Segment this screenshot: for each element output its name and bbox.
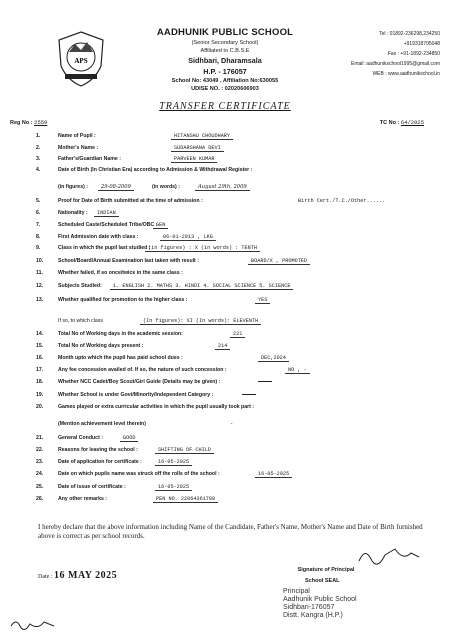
field-value: 06-01-2013 , LKG: [160, 234, 216, 241]
affiliation: Affiliated to C.B.S.E: [200, 48, 250, 54]
field-value: DEC,2024: [258, 355, 289, 362]
dash-mark: [258, 381, 272, 382]
field-value: PARVEEN KUMAR: [171, 156, 217, 163]
field-number: 5.: [36, 198, 41, 204]
field-number: 13.: [36, 297, 44, 303]
signature-label: Signature of Principal: [297, 567, 355, 573]
field-label: Mother's Name :: [58, 145, 99, 151]
school-type: (Senior Secondary School): [191, 40, 259, 46]
date-stamp: 16 MAY 2025: [54, 570, 118, 581]
field-number: 20.: [36, 404, 44, 410]
school-header: [140, 27, 310, 92]
field-number: 8.: [36, 234, 41, 240]
field-number: 19.: [36, 392, 44, 398]
svg-text:APS: APS: [74, 57, 88, 65]
field-value: HITANSHU CHOUDHARY: [171, 133, 233, 140]
field-label: Subjects Studied:: [58, 283, 102, 289]
field-number: 1.: [36, 133, 41, 139]
field-value: 221: [230, 331, 245, 338]
field-number: 21.: [36, 435, 44, 441]
school-logo: [55, 30, 107, 88]
field-number: 23.: [36, 459, 44, 465]
field-value: PEN NO. 22064361708: [153, 496, 218, 503]
field-number: 9.: [36, 245, 41, 251]
school-no: School No: 43049 , Affiliation No:630055: [171, 78, 279, 84]
field-value: SUDARSHANA DEVI: [171, 145, 224, 152]
field-value: 214: [215, 343, 230, 350]
field-label: Any fee concession availed of. If so, the nature of such concession :: [58, 367, 227, 373]
field-label: Nationality :: [58, 210, 88, 216]
field-number: 12.: [36, 283, 44, 289]
field-number: 22.: [36, 447, 44, 453]
field-number: 26.: [36, 496, 44, 502]
field-label: Date of application for certificate :: [58, 459, 142, 465]
field-label: Whether failed, if so once/twice in the same class :: [58, 270, 183, 276]
field-label: Whether qualified for promotion to the higher class :: [58, 297, 188, 303]
tel: Tel : 01892-236298,234250: [379, 31, 440, 37]
field-value: GEN: [153, 222, 168, 229]
location: Sidhbari, Dharamsala: [188, 56, 262, 65]
field-label: Date of Birth (In Christian Era) according to Admission & Withdrawal Register :: [58, 167, 253, 173]
field-label: General Conduct :: [58, 435, 103, 441]
email: Email: aadhunikschool1995@gmail.com: [350, 61, 440, 67]
contact-block: [290, 29, 440, 79]
field-label: First Admission date with class :: [58, 234, 139, 240]
dash-mark: [242, 394, 256, 395]
pincode: H.P. - 176057: [203, 67, 247, 76]
field-value: INDIAN: [94, 210, 119, 217]
field-label: Total No of Working days in the academic session:: [58, 331, 183, 337]
field-label: Father's/Guardian Name :: [58, 156, 121, 162]
date-line: Date : 16 MAY 2025: [38, 570, 118, 581]
reg-no: Reg No : 2559: [10, 119, 48, 126]
field-label: Name of Pupil :: [58, 133, 96, 139]
field-number: 24.: [36, 471, 44, 477]
field-number: 4.: [36, 167, 41, 173]
field-label: Scheduled Caste/Scheduled Tribe/OBC :: [58, 222, 158, 228]
field-number: 17.: [36, 367, 44, 373]
field-number: 14.: [36, 331, 44, 337]
field-label: Whether School is under Govt/Minority/Independent Category :: [58, 392, 214, 398]
principal-signature: [355, 545, 425, 570]
clerk-signature: [8, 616, 58, 634]
field-label: Date on which pupils name was struck off the rolls of the school :: [58, 471, 220, 477]
seal-label: School SEAL: [305, 578, 340, 584]
field-label: Reasons for leaving the school :: [58, 447, 138, 453]
field-value: (in figures) : X (in words) : TENTH: [145, 245, 260, 252]
field-number: 11.: [36, 270, 43, 276]
transfer-certificate: APS AADHUNIK PUBLIC SCHOOL (Senior Secondary School) Affiliated to C.B.S.E Sidhbari, Dharamsala H.P. - 176057 School No: 43049 , Affiliation No:630055 UDISE NO. : 02020606903 Tel : 01892-236298,234250 +919318705048 Fax : +91-1892-234850 Email: aadhunikschool1995@gmail.com WEB : www.aadhunikschool.in TRANSFER CERTIFICATE Reg No : 2559 TC No : 64/2025 1. Name of Pupil : HITANSHU CHOUDHARY 2. Mother's Name : SUDARSHANA DEVI 3. Father's/Guardian Name : PARVEEN KUMAR 4. Date of Birth (In Christian Era) according to Admission & Withdrawal Register : 5. Proof for Date of Birth submitted at the time of admission : Birth Cert./T.C./Other...... 6. Nationality : INDIAN 7. Scheduled Caste/Scheduled Tribe/OBC : GEN 8. First Admission date with class : 06-01-2013 , LKG 9. Class in which the pupil last studied : (in figures) : X (in words) : TENTH 10. School/Board/Annual Examination last taken with result : BOARD/X , PROMOTED 11. Whether failed, if so once/twice in the same class : 12. Subjects Studied: 1. ENGLISH 2. MATHS 3. HINDI 4. SOCIAL SCIENCE 5. SCIENCE 13. Whether qualified for promotion to the higher class : YES 14. Total No of Working days in the academic session: 221 15. Total No of Working days present : 214 16. Month upto which the pupil has paid school dues : DEC,2024 17. Any fee concession availed of. If so, the nature of such concession : NO , - 18. Whether NCC Cadet/Boy Scout/Girl Guide (Details may be given) : 19. Whether School is under Govt/Minority/Independent Category : 20. Games played or extra curricular activities in which the pupil usually took part : 21. General Conduct : GOOD 22. Reasons for leaving the school : SHIFTING OF CHILD 23. Date of application for certificate : 16-05-2025 24. Date on which pupils name was struck off the rolls of the school : 16-05-2025 25. Date of issue of certificate : 16-05-2025 26. Any other remarks : PEN NO. 22064361708 (in figures) : 29-08-2009 (in words) : August 29th, 2009 If so, to which class (In figures): XI (In words): ELEVENTH (Mention achievement level therein) - I hereby declare that the above information including Name of the Candidate, Father's Name, Mother's Name and Date of Birth furnished above is correct as per school records. Date : 16 MAY 2025 Signature of Principal School SEAL Principal Aadhunik Public School Sidhbari-176057 Distt. Kangra (H.P.): [0, 0, 450, 638]
field-number: 15.: [36, 343, 44, 349]
field-label: Proof for Date of Birth submitted at the time of admission :: [58, 198, 203, 204]
field-value: YES: [255, 297, 270, 304]
field-number: 7.: [36, 222, 41, 228]
field-number: 10.: [36, 258, 44, 264]
field-number: 25.: [36, 484, 44, 490]
udise-no: UDISE NO. : 02020606903: [191, 86, 259, 92]
field-label: Month upto which the pupil has paid school dues :: [58, 355, 183, 361]
field-label: Total No of Working days present :: [58, 343, 144, 349]
field-label: Whether NCC Cadet/Boy Scout/Girl Guide (Details may be given) :: [58, 379, 221, 385]
website: WEB : www.aadhunikschool.in: [372, 71, 440, 77]
field-label: Games played or extra curricular activities in which the pupil usually took part :: [58, 404, 255, 410]
field-value: NO , -: [285, 367, 310, 374]
field-label: Class in which the pupil last studied :: [58, 245, 151, 251]
principal-stamp: Principal Aadhunik Public School Sidhbari-176057 Distt. Kangra (H.P.): [283, 588, 357, 619]
field-value: 16-05-2025: [255, 471, 292, 478]
field-value: Birth Cert./T.C./Other......: [298, 198, 386, 204]
field-value: 16-05-2025: [155, 459, 192, 466]
field-number: 16.: [36, 355, 44, 361]
fax: Fax : +91-1892-234850: [387, 51, 440, 57]
field-label: School/Board/Annual Examination last taken with result :: [58, 258, 199, 264]
field-value: SHIFTING OF CHILD: [155, 447, 214, 454]
school-name: AADHUNIK PUBLIC SCHOOL: [156, 27, 294, 38]
field-value: 16-05-2025: [155, 484, 192, 491]
field-label: Date of issue of certificate :: [58, 484, 126, 490]
field-number: 18.: [36, 379, 44, 385]
field-value: 1. ENGLISH 2. MATHS 3. HINDI 4. SOCIAL SCIENCE 5. SCIENCE: [110, 283, 293, 290]
field-number: 3.: [36, 156, 41, 162]
dob-figures: 29-08-2009: [98, 184, 134, 191]
tc-no: TC No : 64/2025: [379, 119, 424, 126]
declaration: I hereby declare that the above information including Name of the Candidate, Father's Name, Mother's Name and Date of Birth furnished above is correct as per school records.: [38, 523, 423, 540]
dob-words: August 29th, 2009: [195, 184, 250, 191]
field-number: 6.: [36, 210, 41, 216]
mobile: +919318705048: [403, 41, 440, 47]
field-value: GOOD: [120, 435, 138, 442]
page-title: TRANSFER CERTIFICATE: [159, 101, 291, 112]
field-label: Any other remarks :: [58, 496, 108, 502]
field-number: 2.: [36, 145, 41, 151]
field-value: BOARD/X , PROMOTED: [248, 258, 310, 265]
